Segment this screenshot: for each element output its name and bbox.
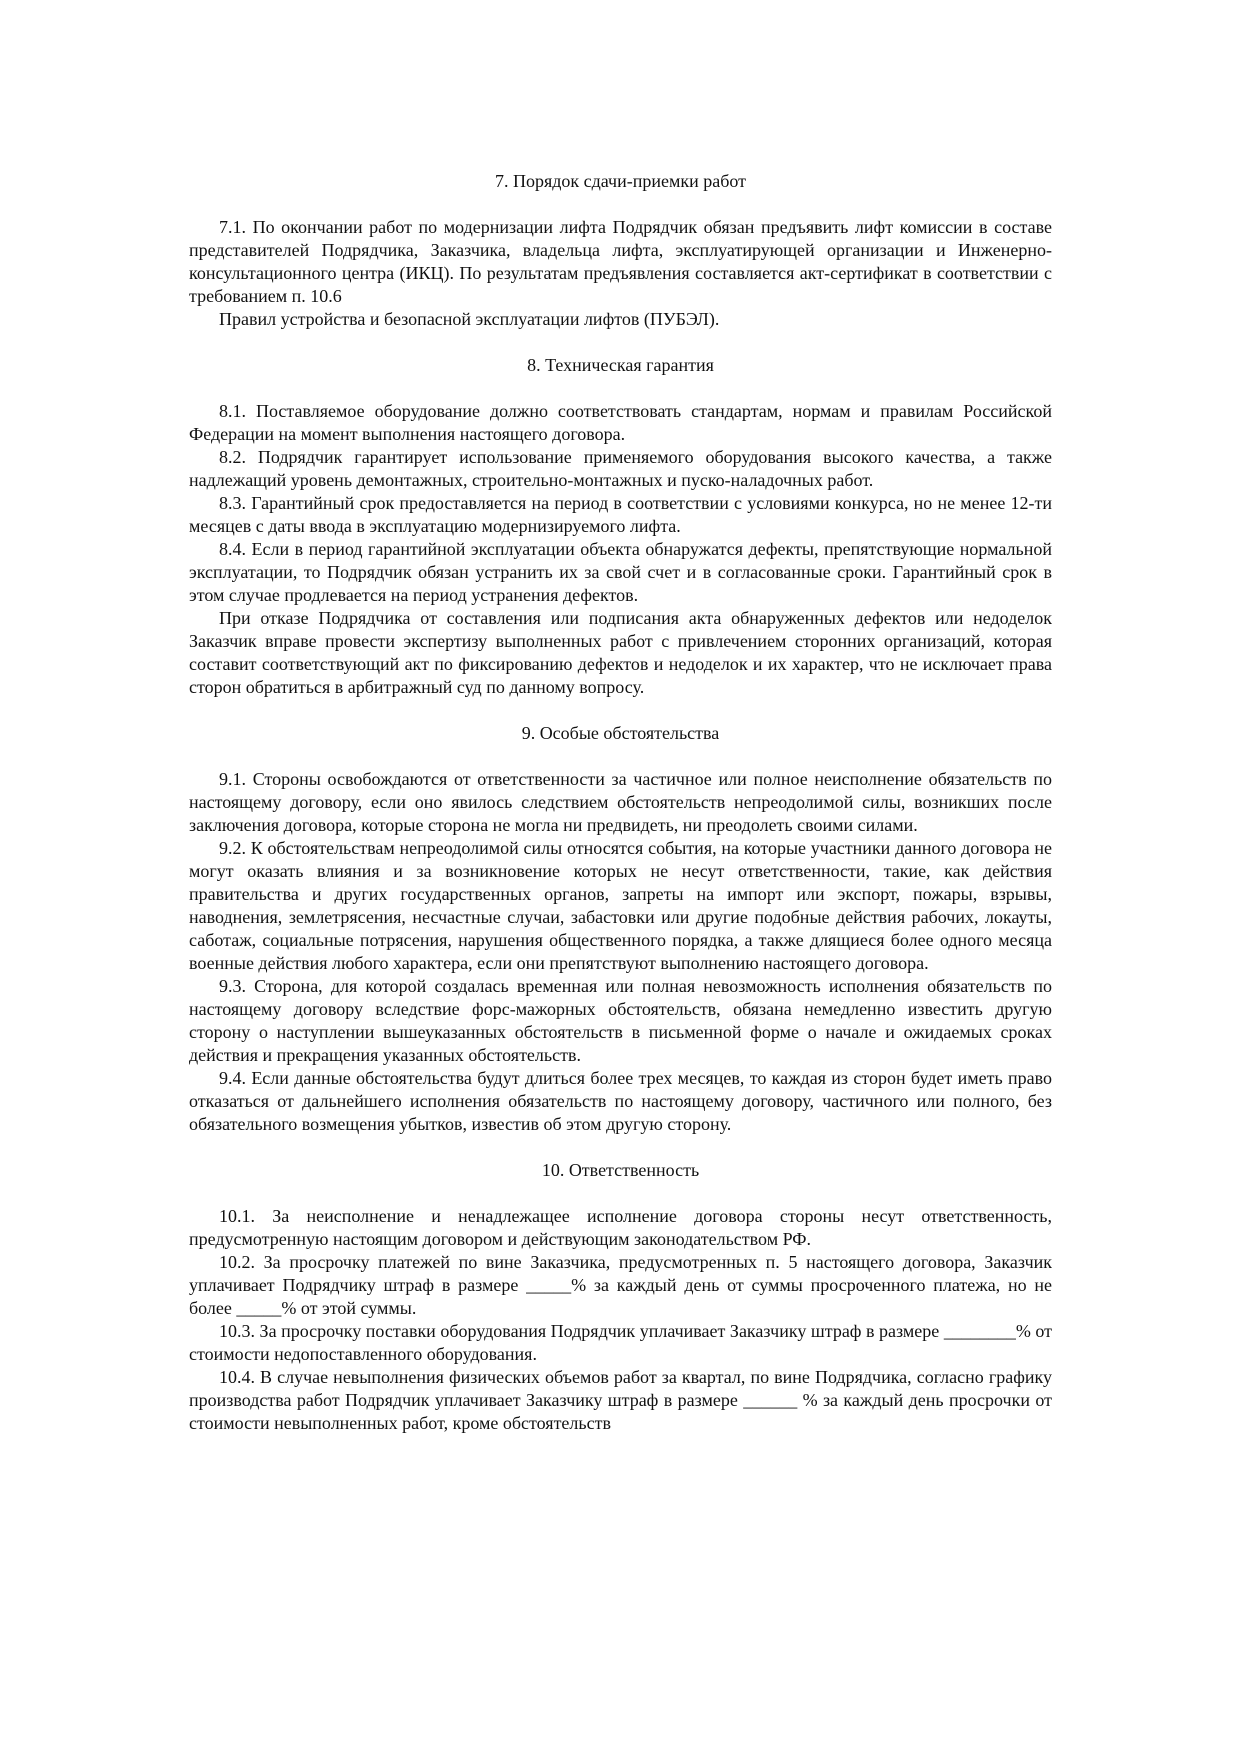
paragraph-10-2: 10.2. За просрочку платежей по вине Заказчика, предусмотренных п. 5 настоящего договора, Заказчик уплачивает Подрядчику штраф в размере _____% за каждый день от суммы просроченного платежа, но не более _____% от этой суммы. <box>189 1252 1052 1318</box>
section-heading: 7. Порядок сдачи-приемки работ <box>494 171 747 191</box>
paragraph-9-3: 9.3. Сторона, для которой создалась временная или полная невозможность исполнения обязательств по настоящему договору вследствие форс-мажорных обстоятельств, обязана немедленно известить другую сторону о наступлении вышеуказанных обстоятельств в письменной форме о начале и ожидаемых сроках действия и прекращения указанных обстоятельств. <box>189 976 1052 1065</box>
paragraph-9-2: 9.2. К обстоятельствам непреодолимой силы относятся события, на которые участники данного договора не могут оказать влияния и за возникновение которых не несут ответственности, такие, как действия правительства и других государственных органов, запреты на импорт или экспорт, пожары, взрывы, наводнения, землетрясения, несчастные случаи, забастовки или другие подобные действия рабочих, локауты, саботаж, социальные потрясения, нарушения общественного порядка, а также длящиеся более одного месяца военные действия любого характера, если они препятствуют выполнению настоящего договора. <box>189 838 1052 973</box>
section-heading: 8. Техническая гарантия <box>527 355 714 375</box>
document-page <box>189 170 1052 1435</box>
paragraph-10-4: 10.4. В случае невыполнения физических объемов работ за квартал, по вине Подрядчика, согласно графику производства работ Подрядчик уплачивает Заказчику штраф в размере ______ % за каждый день просрочки от стоимости невыполненных работ, кроме обстоятельств <box>189 1367 1052 1433</box>
section-7 <box>189 170 1052 331</box>
paragraph-9-1: 9.1. Стороны освобождаются от ответственности за частичное или полное неисполнение обязательств по настоящему договору, если оно явилось следствием обстоятельств непреодолимой силы, возникших после заключения договора, которые сторона не могла ни предвидеть, ни преодолеть своими силами. <box>189 769 1052 835</box>
paragraph-7-1-cont: Правил устройства и безопасной эксплуатации лифтов (ПУБЭЛ). <box>219 309 720 329</box>
paragraph-10-1: 10.1. За неисполнение и ненадлежащее исполнение договора стороны несут ответственность, предусмотренную настоящим договором и действующим законодательством РФ. <box>189 1206 1052 1249</box>
section-heading: 10. Ответственность <box>541 1160 700 1180</box>
paragraph-8-1: 8.1. Поставляемое оборудование должно соответствовать стандартам, нормам и правилам Российской Федерации на момент выполнения настоящего договора. <box>189 401 1052 444</box>
paragraph-10-3: 10.3. За просрочку поставки оборудования Подрядчик уплачивает Заказчику штраф в размере ________% от стоимости недопоставленного оборудования. <box>189 1321 1052 1364</box>
paragraph-8-2: 8.2. Подрядчик гарантирует использование применяемого оборудования высокого качества, а также надлежащий уровень демонтажных, строительно-монтажных и пуско-наладочных работ. <box>189 447 1052 490</box>
paragraph-8-4: 8.4. Если в период гарантийной эксплуатации объекта обнаружатся дефекты, препятствующие нормальной эксплуатации, то Подрядчик обязан устранить их за свой счет и в согласованные сроки. Гарантийный срок в этом случае продлевается на период устранения дефектов. <box>189 539 1052 605</box>
paragraph-9-4: 9.4. Если данные обстоятельства будут длиться более трех месяцев, то каждая из сторон будет иметь право отказаться от дальнейшего исполнения обязательств по настоящему договору, частичного или полного, без обязательного возмещения убытков, известив об этом другую сторону. <box>189 1068 1052 1134</box>
section-heading: 9. Особые обстоятельства <box>521 723 720 743</box>
section-10 <box>189 1159 1052 1435</box>
paragraph-8-3: 8.3. Гарантийный срок предоставляется на период в соответствии с условиями конкурса, но не менее 12-ти месяцев с даты ввода в эксплуатацию модернизируемого лифта. <box>189 493 1052 536</box>
section-8 <box>189 354 1052 699</box>
paragraph-8-4-cont: При отказе Подрядчика от составления или подписания акта обнаруженных дефектов или недоделок Заказчик вправе провести экспертизу выполненных работ с привлечением сторонних организаций, которая составит соответствующий акт по фиксированию дефектов и недоделок и их характер, что не исключает права сторон обратиться в арбитражный суд по данному вопросу. <box>189 608 1052 697</box>
paragraph-7-1: 7.1. По окончании работ по модернизации лифта Подрядчик обязан предъявить лифт комиссии в составе представителей Подрядчика, Заказчика, владельца лифта, эксплуатирующей организации и Инженерно-консультационного центра (ИКЦ). По результатам предъявления составляется акт-сертификат в соответствии с требованием п. 10.6 <box>189 217 1052 306</box>
section-9 <box>189 722 1052 1136</box>
